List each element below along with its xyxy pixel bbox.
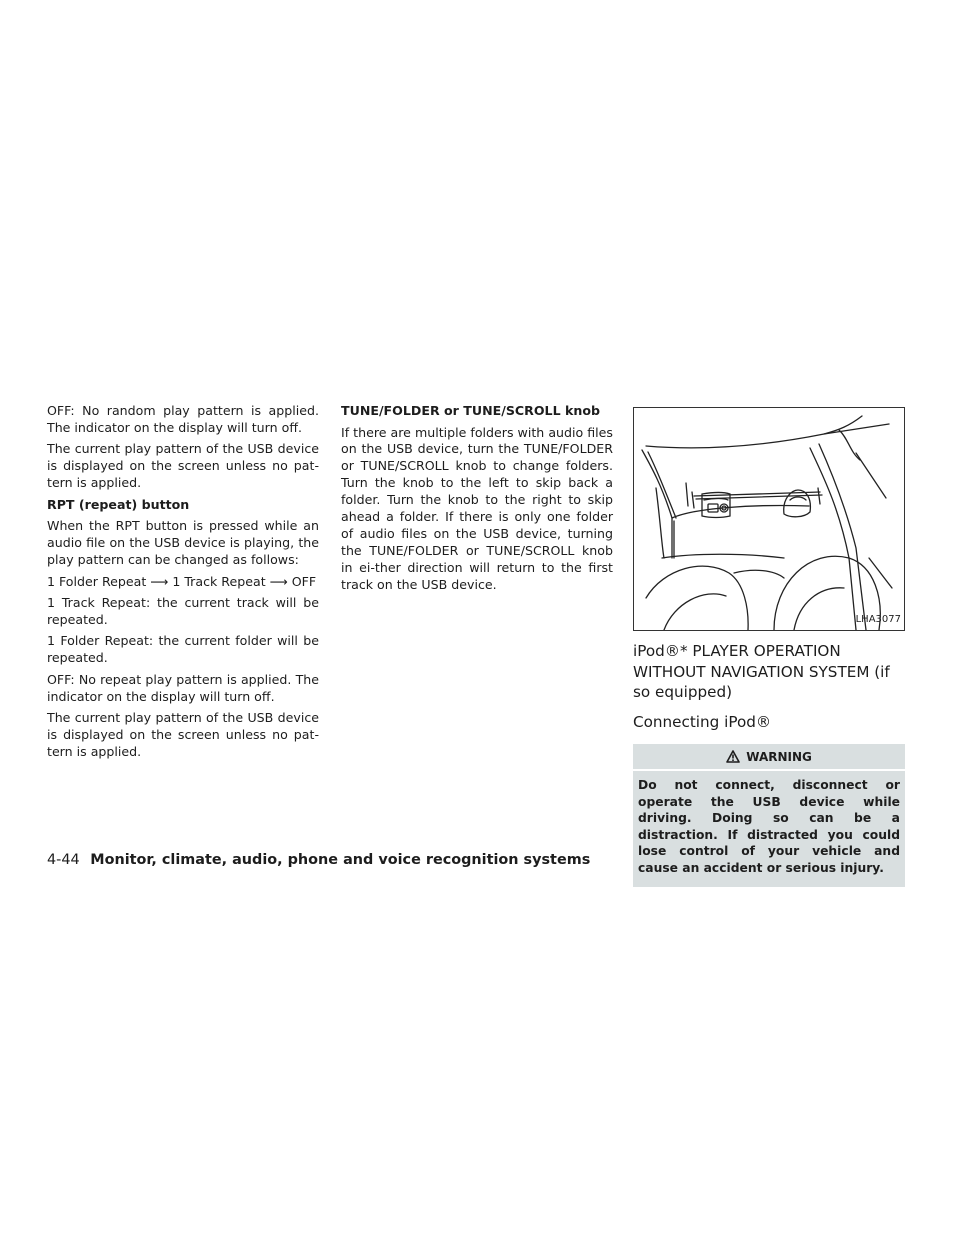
- paragraph: The current play pattern of the USB device is displayed on the screen unless no pat-tern is applied.: [47, 441, 319, 491]
- heading-tune-knob: TUNE/FOLDER or TUNE/SCROLL knob: [341, 403, 600, 418]
- page-footer: [47, 852, 590, 868]
- heading-rpt-button: RPT (repeat) button: [47, 496, 190, 512]
- chapter-title: Monitor, climate, audio, phone and voice recognition systems: [90, 852, 591, 868]
- paragraph: The current play pattern of the USB device is displayed on the screen unless no pat-tern is applied.: [47, 710, 319, 760]
- warning-text: Do not connect, disconnect or operate the USB device while driving. Doing so can be a distraction. If distracted you could lose control of your vehicle and cause an accident or serious injury.: [638, 778, 900, 875]
- paragraph: OFF: No random play pattern is applied. The indicator on the display will turn off.: [47, 403, 319, 435]
- warning-box: [633, 744, 905, 887]
- warning-triangle-icon: [726, 750, 740, 763]
- subsection-title: Connecting iPod®: [633, 712, 772, 731]
- paragraph: OFF: No repeat play pattern is applied. The indicator on the display will turn off.: [47, 671, 319, 704]
- repeat-sequence: 1 Folder Repeat ⟶ 1 Track Repeat ⟶ OFF: [47, 573, 317, 589]
- paragraph: If there are multiple folders with audio files on the USB device, turn the TUNE/FOLDER or TUNE/SCROLL knob to change folders. Turn the knob to the left to skip back a folder. Turn the knob to the right to skip ahead a folder. If there is only one folder of audio files on the USB device, turning the TUNE/FOLDER or TUNE/SCROLL knob in ei-ther direction will return to the first track on the USB device.: [341, 424, 613, 592]
- paragraph: 1 Folder Repeat: the current folder will be repeated.: [47, 633, 319, 666]
- usb-port-illustration: [633, 407, 905, 631]
- figure-code: LHA3077: [855, 614, 901, 626]
- page-number: 4-44: [47, 852, 80, 868]
- warning-label: WARNING: [746, 750, 812, 764]
- section-title: iPod®* PLAYER OPERATION WITHOUT NAVIGATION SYSTEM (if so equipped): [633, 642, 890, 701]
- warning-header: [633, 748, 905, 771]
- console-drawing: [634, 408, 904, 630]
- paragraph: When the RPT button is pressed while an audio file on the USB device is playing, the play pattern can be changed as follows:: [47, 518, 319, 568]
- middle-column: [341, 403, 613, 598]
- left-column: [47, 403, 319, 766]
- paragraph: 1 Track Repeat: the current track will be repeated.: [47, 595, 319, 627]
- right-column: [633, 407, 905, 887]
